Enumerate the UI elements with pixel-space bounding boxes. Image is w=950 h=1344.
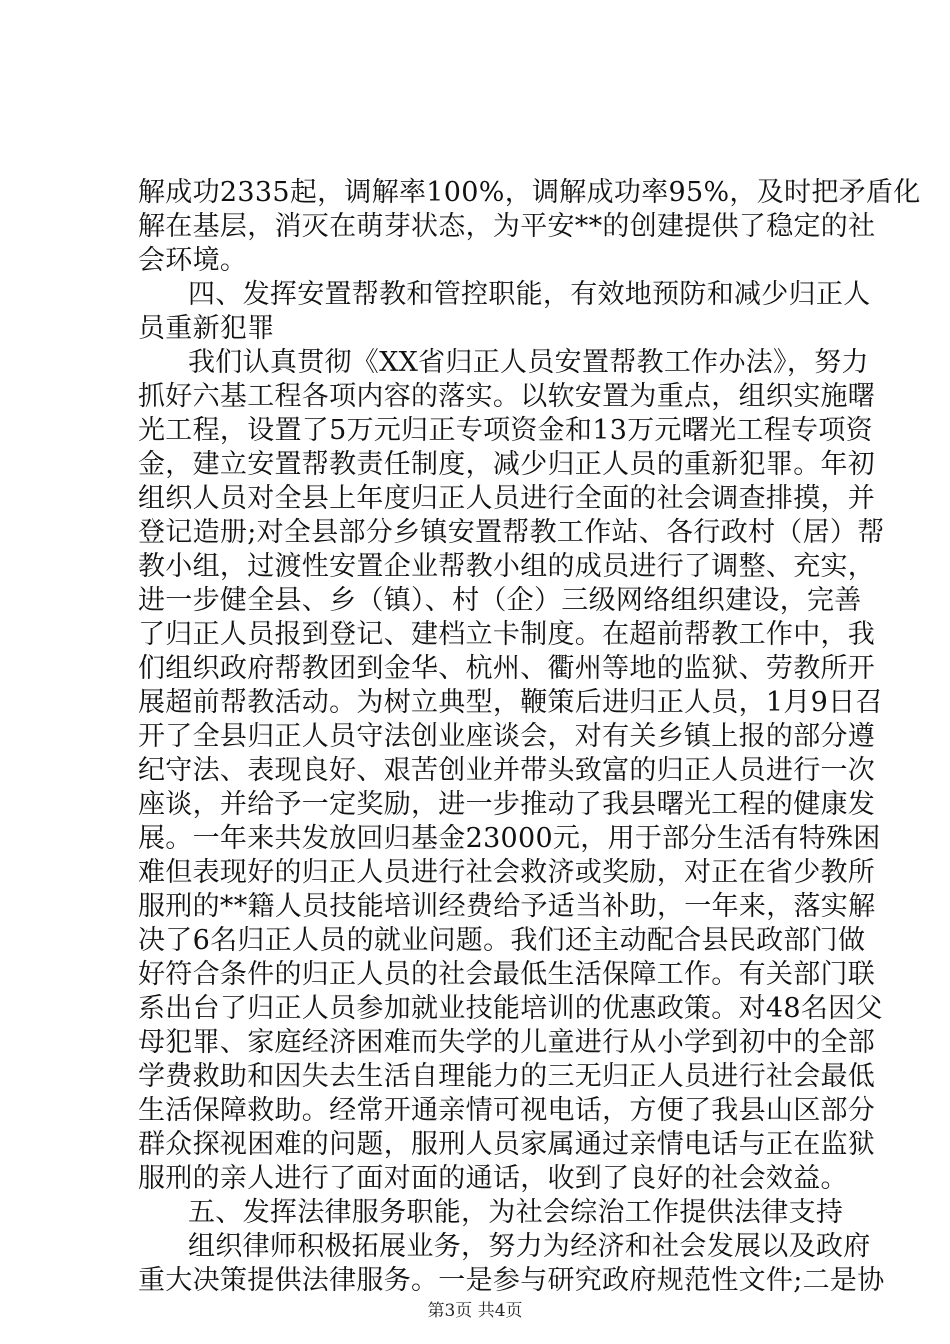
text-line: 座谈，并给予一定奖励，进一步推动了我县曙光工程的健康发 [138,789,876,820]
text-line: 服刑的亲人进行了面对面的通话，收到了良好的社会效益。 [138,1163,848,1194]
text-line: 金，建立安置帮教责任制度，减少归正人员的重新犯罪。年初 [138,449,876,480]
text-line: 群众探视困难的问题，服刑人员家属通过亲情电话与正在监狱 [138,1129,876,1160]
text-line: 服刑的**籍人员技能培训经费给予适当补助，一年来，落实解 [138,891,876,922]
text-line: 纪守法、表现良好、艰苦创业并带头致富的归正人员进行一次 [138,755,876,786]
text-line: 会环境。 [138,245,248,276]
text-line: 开了全县归正人员守法创业座谈会，对有关乡镇上报的部分遵 [138,721,876,752]
text-line: 了归正人员报到登记、建档立卡制度。在超前帮教工作中，我 [138,619,876,650]
section-heading: 五、发挥法律服务职能，为社会综治工作提供法律支持 [188,1197,844,1228]
text-line: 登记造册;对全县部分乡镇安置帮教工作站、各行政村（居）帮 [138,517,885,548]
text-line: 抓好六基工程各项内容的落实。以软安置为重点，组织实施曙 [138,381,876,412]
text-line: 母犯罪、家庭经济困难而失学的儿童进行从小学到初中的全部 [138,1027,876,1058]
text-line: 展超前帮教活动。为树立典型，鞭策后进归正人员，1月9日召 [138,687,883,718]
text-line: 组织律师积极拓展业务，努力为经济和社会发展以及政府 [188,1231,871,1262]
text-line: 解成功2335起，调解率100%，调解成功率95%，及时把矛盾化 [138,177,921,208]
text-line: 难但表现好的归正人员进行社会救济或奖励，对正在省少教所 [138,857,876,888]
text-line: 教小组，过渡性安置企业帮教小组的成员进行了调整、充实， [138,551,876,582]
text-line: 展。一年来共发放回归基金23000元，用于部分生活有特殊困 [138,823,881,854]
text-line: 解在基层，消灭在萌芽状态，为平安**的创建提供了稳定的社 [138,211,876,242]
text-line: 决了6名归正人员的就业问题。我们还主动配合县民政部门做 [138,925,866,956]
text-line: 学费救助和因失去生活自理能力的三无归正人员进行社会最低 [138,1061,876,1092]
text-line: 组织人员对全县上年度归正人员进行全面的社会调查排摸，并 [138,483,876,514]
section-heading: 四、发挥安置帮教和管控职能，有效地预防和减少归正人 [188,279,871,310]
text-line: 生活保障救助。经常开通亲情可视电话，方便了我县山区部分 [138,1095,876,1126]
text-line: 们组织政府帮教团到金华、杭州、衢州等地的监狱、劳教所开 [138,653,876,684]
text-line: 我们认真贯彻《XX省归正人员安置帮教工作办法》，努力 [188,347,869,378]
text-line: 重大决策提供法律服务。一是参与研究政府规范性文件;二是协 [138,1265,885,1296]
text-line: 进一步健全县、乡（镇）、村（企）三级网络组织建设，完善 [138,585,862,616]
page-footer: 第3页 共4页 [427,1301,523,1321]
text-line: 光工程，设置了5万元归正专项资金和13万元曙光工程专项资 [138,415,873,446]
section-heading: 员重新犯罪 [138,313,275,344]
text-line: 好符合条件的归正人员的社会最低生活保障工作。有关部门联 [138,959,876,990]
text-line: 系出台了归正人员参加就业技能培训的优惠政策。对48名因父 [138,993,883,1024]
